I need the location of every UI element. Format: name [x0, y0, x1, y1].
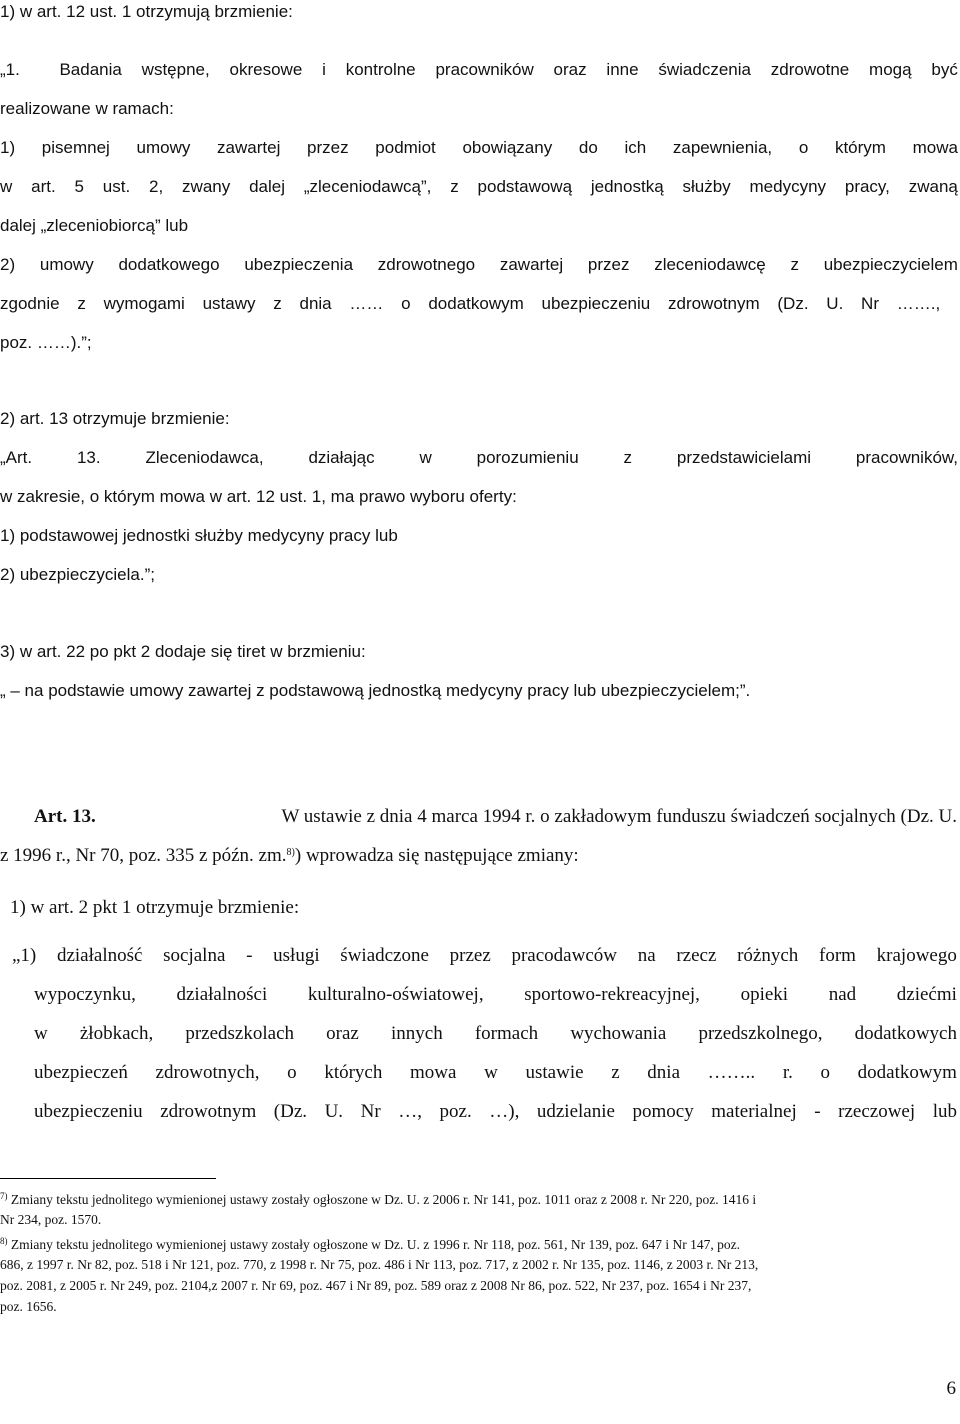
- amendment-text-line: 1) w art. 12 ust. 1 otrzymują brzmienie:: [0, 2, 293, 21]
- footnote-separator: [0, 1178, 216, 1179]
- art13-text-line: w żłobkach, przedszkolach oraz innych formach wychowania przedszkolnego, dodatkowych: [34, 1023, 957, 1044]
- art13-text-line: wypoczynku, działalności kulturalno-oświatowej, sportowo-rekreacyjnej, opieki nad dziećmi: [34, 984, 957, 1005]
- page-number: 6: [946, 1378, 956, 1399]
- footnote-continuation: 686, z 1997 r. Nr 82, poz. 518 i Nr 121, poz. 770, z 1998 r. Nr 75, poz. 486 i Nr 113, poz. 717, z 2002 r. Nr 135, poz. 1146, z 2003 r. Nr 213,: [0, 1257, 759, 1272]
- amendment-text-line: 2) ubezpieczyciela.”;: [0, 565, 155, 584]
- amendment-text-line: w art. 5 ust. 2, zwany dalej „zleceniodawcą”, z podstawową jednostką służby medycyny pracy, zwaną: [0, 177, 958, 196]
- amendment-text-line: w zakresie, o którym mowa w art. 12 ust. 1, ma prawo wyboru oferty:: [0, 487, 517, 506]
- amendment-text-line: 1) podstawowej jednostki służby medycyny pracy lub: [0, 526, 398, 545]
- amendment-text-line: „Art. 13. Zleceniodawca, działając w porozumieniu z przedstawicielami pracowników,: [0, 448, 958, 467]
- footnote-continuation: poz. 2081, z 2005 r. Nr 249, poz. 2104,z 2007 r. Nr 69, poz. 467 i Nr 89, poz. 589 oraz z 2008 Nr 86, poz. 522, Nr 237, poz. 1654 i Nr 237,: [0, 1278, 752, 1293]
- footnote-7: $^{7)}$ Zmiany tekstu jednolitego wymienionej ustawy zostały ogłoszone w Dz. U. z 2006 r. Nr 141, poz. 1011 oraz z 2008 r. Nr 220, poz. 1416 i: [0, 1191, 757, 1207]
- amendment-text-line: 3) w art. 22 po pkt 2 dodaje się tiret w brzmieniu:: [0, 642, 366, 661]
- art13-text-line: ubezpieczeniu zdrowotnym (Dz. U. Nr …, poz. …), udzielanie pomocy materialnej - rzeczowej lub: [34, 1101, 957, 1122]
- amendment-text-line: dalej „zleceniobiorcą” lub: [0, 216, 189, 235]
- art13-intro-text: W ustawie z dnia 4 marca 1994 r. o zakładowym funduszu świadczeń socjalnych (Dz. U.: [277, 806, 957, 827]
- amendment-text-line: 2) art. 13 otrzymuje brzmienie:: [0, 409, 230, 428]
- amendment-text-line: 1) pisemnej umowy zawartej przez podmiot obowiązany do ich zapewnienia, o którym mowa: [0, 138, 958, 157]
- footnote-continuation: Nr 234, poz. 1570.: [0, 1212, 102, 1227]
- footnote-ref-8: 8): [286, 847, 295, 858]
- amendment-text-line: 2) umowy dodatkowego ubezpieczenia zdrowotnego zawartej przez zleceniodawcę z ubezpieczycielem: [0, 255, 958, 274]
- amendment-text-line: „ – na podstawie umowy zawartej z podstawową jednostką medycyny pracy lub ubezpieczycielem;”.: [0, 681, 751, 700]
- footnote-marker: 8): [0, 1236, 8, 1246]
- art13-label: Art. 13.: [34, 806, 96, 827]
- art13-text-line: 1) w art. 2 pkt 1 otrzymuje brzmienie:: [10, 897, 300, 918]
- art13-intro-line: [34, 807, 957, 826]
- amendment-text-line: poz. ……).”;: [0, 333, 92, 352]
- footnote-continuation: poz. 1656.: [0, 1299, 57, 1314]
- amendment-text-line: „1. Badania wstępne, okresowe i kontrolne pracowników oraz inne świadczenia zdrowotne mogą być: [0, 60, 958, 79]
- amendment-text-line: zgodnie z wymogami ustawy z dnia …… o dodatkowym ubezpieczeniu zdrowotnym (Dz. U. Nr …….,: [0, 294, 941, 313]
- amendment-text-line: realizowane w ramach:: [0, 99, 174, 118]
- footnote-marker: 7): [0, 1191, 8, 1201]
- art13-text-line: ubezpieczeń zdrowotnych, o których mowa w ustawie z dnia …….. r. o dodatkowym: [34, 1062, 957, 1083]
- art13-text-line: „1) działalność socjalna - usługi świadczone przez pracodawców na rzecz różnych form krajowego: [12, 945, 957, 966]
- art13-intro-line-2: z 1996 r., Nr 70, poz. 335 z późn. zm.$^{8)}$) wprowadza się następujące zmiany:: [0, 845, 579, 866]
- footnote-8: $^{8)}$ Zmiany tekstu jednolitego wymienionej ustawy zostały ogłoszone w Dz. U. z 1996 r. Nr 118, poz. 561, Nr 139, poz. 647 i Nr 147, poz.: [0, 1236, 741, 1252]
